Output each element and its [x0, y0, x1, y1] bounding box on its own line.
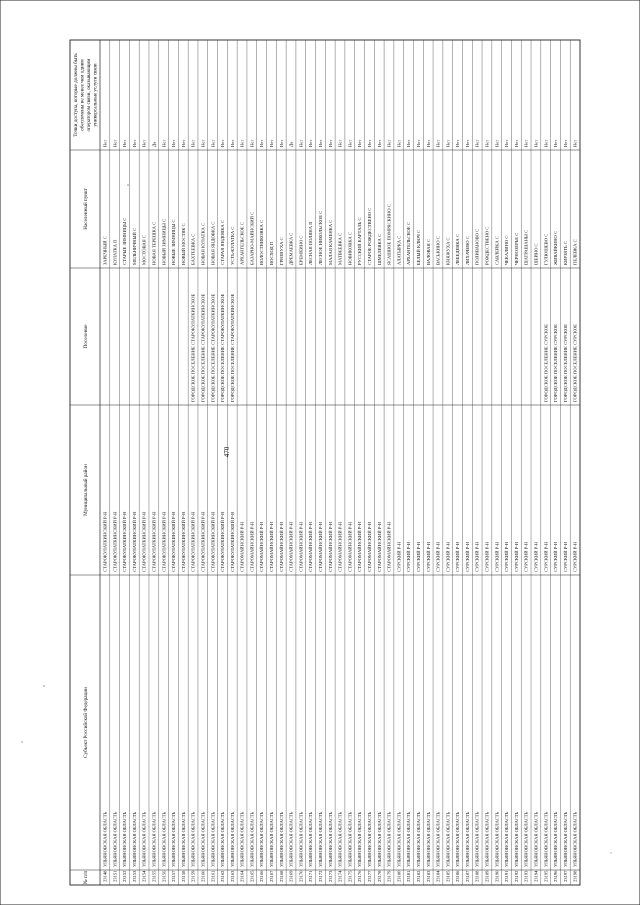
cell-district: СУРСКИЙ Р-Н: [474, 541, 480, 572]
cell-num: 23194: [533, 870, 539, 882]
cell-access: Нет: [553, 139, 559, 147]
cell-locality: ПОЛИВАНОВО С: [474, 228, 480, 265]
cell-locality: БАЗАРНО-МАЙНСКИЙ С: [249, 211, 255, 265]
cell-district: СТАРОМАЙНСКИЙ Р-Н: [259, 521, 265, 572]
cell-locality: МЕЛЬНИЧНЫЙ С: [131, 227, 137, 265]
cell-district: СТАРОКУЛАТКИНСКИЙ Р-Н: [141, 511, 147, 572]
cell-subject: УЛЬЯНОВСКАЯ ОБЛАСТЬ: [504, 811, 510, 867]
cell-subject: УЛЬЯНОВСКАЯ ОБЛАСТЬ: [464, 811, 470, 867]
cell-access: Нет: [406, 139, 412, 147]
cell-access: Нет: [357, 139, 363, 147]
cell-subject: УЛЬЯНОВСКАЯ ОБЛАСТЬ: [318, 811, 324, 867]
cell-locality: ГУЛЮШЕВО С: [543, 233, 549, 265]
cell-access: Нет: [366, 139, 372, 147]
cell-subject: УЛЬЯНОВСКАЯ ОБЛАСТЬ: [131, 811, 137, 867]
cell-subject: УЛЬЯНОВСКАЯ ОБЛАСТЬ: [415, 811, 421, 867]
cell-num: 23178: [376, 870, 382, 882]
cell-subject: УЛЬЯНОВСКАЯ ОБЛАСТЬ: [533, 811, 539, 867]
cell-district: СТАРОМАЙНСКИЙ Р-Н: [308, 521, 314, 572]
cell-num: 23191: [504, 870, 510, 882]
cell-access: Нет: [445, 139, 451, 147]
cell-subject: УЛЬЯНОВСКАЯ ОБЛАСТЬ: [523, 811, 529, 867]
cell-num: 23177: [366, 870, 372, 882]
cell-num: 23148: [102, 870, 108, 882]
cell-access: Нет: [455, 139, 461, 147]
header-access-line: оператором связи, оказывающим: [86, 58, 92, 132]
cell-locality: АЛАТЫРКА С: [396, 235, 402, 265]
cell-access: Нет: [102, 139, 108, 147]
cell-access: Нет: [435, 139, 441, 147]
cell-settlement: ГОРОДСКОЕ ПОСЕЛЕНИЕ СУРСКОЕ: [562, 324, 568, 402]
cell-access: Нет: [337, 139, 343, 147]
cell-district: СУРСКИЙ Р-Н: [543, 541, 549, 572]
cell-district: СУРСКИЙ Р-Н: [484, 541, 490, 572]
cell-num: 23181: [406, 870, 412, 882]
cell-access: Нет: [210, 139, 216, 147]
cell-subject: УЛЬЯНОВСКАЯ ОБЛАСТЬ: [112, 811, 118, 867]
cell-subject: УЛЬЯНОВСКАЯ ОБЛАСТЬ: [572, 811, 578, 867]
cell-access: Нет: [161, 139, 167, 147]
cell-settlement: ГОРОДСКОЕ ПОСЕЛЕНИЕ СУРСКОЕ: [543, 324, 549, 402]
cell-num: 23164: [239, 870, 245, 882]
cell-num: 23167: [269, 870, 275, 882]
cell-subject: УЛЬЯНОВСКАЯ ОБЛАСТЬ: [190, 811, 196, 867]
cell-num: 23183: [425, 870, 431, 882]
cell-access: Нет: [396, 139, 402, 147]
cell-district: СУРСКИЙ Р-Н: [425, 541, 431, 572]
cell-locality: УСТЬ-КУЛАТКА С: [229, 226, 235, 265]
cell-subject: УЛЬЯНОВСКАЯ ОБЛАСТЬ: [513, 811, 519, 867]
cell-locality: НОВЫЕ ЗИМНИЦЫ С: [171, 219, 177, 265]
cell-num: 23156: [161, 870, 167, 882]
cell-access: Нет: [269, 139, 275, 147]
cell-locality: РУССКИЙ КАРТАЛЬ С: [357, 217, 363, 265]
cell-num: 23159: [190, 870, 196, 882]
cell-num: 23161: [210, 870, 216, 882]
cell-subject: УЛЬЯНОВСКАЯ ОБЛАСТЬ: [484, 811, 490, 867]
cell-locality: КНЯЖУХА С: [445, 237, 451, 265]
cell-access: Нет: [523, 139, 529, 147]
cell-district: СУРСКИЙ Р-Н: [435, 541, 441, 572]
cell-num: 23197: [562, 870, 568, 882]
cell-locality: СТАРАЯ ЯНДОВКА С: [220, 220, 226, 265]
cell-subject: УЛЬЯНОВСКАЯ ОБЛАСТЬ: [445, 811, 451, 867]
cell-locality: СТАРОЕ РОЖДЕСТВЕНО С: [366, 207, 372, 265]
cell-locality: МАЛАЯ КАМЕНКА С: [327, 219, 333, 265]
cell-district: СТАРОКУЛАТКИНСКИЙ Р-Н: [171, 511, 177, 572]
cell-locality: МАТВЕЕВКА С: [337, 232, 343, 265]
cell-district: СТАРОКУЛАТКИНСКИЙ Р-Н: [161, 511, 167, 572]
cell-subject: УЛЬЯНОВСКАЯ ОБЛАСТЬ: [376, 811, 382, 867]
cell-access: Нет: [180, 139, 186, 147]
cell-locality: ЛЕБЕДЕВКА С: [455, 234, 461, 265]
cell-locality: НОВИКОВКА С: [347, 232, 353, 265]
cell-district: СТАРОМАЙНСКИЙ Р-Н: [366, 521, 372, 572]
cell-locality: НОВАЯ КУЛАТКА С: [200, 222, 206, 265]
cell-district: СТАРОМАЙНСКИЙ Р-Н: [249, 521, 255, 572]
cell-locality: ВАЛОВАЯ С: [425, 239, 431, 265]
cell-num: 23173: [327, 870, 333, 882]
cell-access: Нет: [327, 139, 333, 147]
cell-locality: БЕЛЫЙ КЛЮЧ С: [415, 230, 421, 265]
cell-access: Нет: [386, 139, 392, 147]
cell-locality: ЯСАШНОЕ ПОМРЯСКИНО С: [386, 204, 392, 265]
cell-locality: ЧЕРНОЗЕРЬЕ С: [513, 232, 519, 265]
cell-locality: ЛЕСНАЯ ПОЛЯНА П: [308, 221, 314, 265]
cell-locality: СТАРЫЕ ЗИМНИЦЫ С: [122, 217, 128, 265]
cell-locality: ЕРЕМКИНО С: [298, 235, 304, 265]
cell-num: 23182: [415, 870, 421, 882]
cell-locality: ЛИХАЧЕВО С: [464, 236, 470, 265]
cell-subject: УЛЬЯНОВСКАЯ ОБЛАСТЬ: [553, 811, 559, 867]
cell-subject: УЛЬЯНОВСКАЯ ОБЛАСТЬ: [151, 811, 157, 867]
cell-access: Нет: [347, 139, 353, 147]
cell-access: Нет: [229, 139, 235, 147]
page-number: 470: [223, 446, 231, 458]
cell-access: Нет: [415, 139, 421, 147]
cell-num: 23187: [464, 870, 470, 882]
cell-district: СУРСКИЙ Р-Н: [533, 541, 539, 572]
cell-district: СТАРОМАЙНСКИЙ Р-Н: [298, 521, 304, 572]
cell-locality: КИРЗЯТЬ С: [562, 241, 568, 265]
cell-access: Нет: [131, 139, 137, 147]
cell-locality: НОВАЯ ТЕРЕШКА С: [151, 221, 157, 265]
cell-subject: УЛЬЯНОВСКАЯ ОБЛАСТЬ: [425, 811, 431, 867]
cell-num: 23184: [435, 870, 441, 882]
cell-access: Да: [288, 141, 294, 147]
cell-subject: УЛЬЯНОВСКАЯ ОБЛАСТЬ: [366, 811, 372, 867]
cell-subject: УЛЬЯНОВСКАЯ ОБЛАСТЬ: [259, 811, 265, 867]
cell-subject: УЛЬЯНОВСКАЯ ОБЛАСТЬ: [171, 811, 177, 867]
cell-subject: УЛЬЯНОВСКАЯ ОБЛАСТЬ: [435, 811, 441, 867]
cell-subject: УЛЬЯНОВСКАЯ ОБЛАСТЬ: [308, 811, 314, 867]
cell-district: СУРСКИЙ Р-Н: [553, 541, 559, 572]
cell-access: Да: [151, 141, 157, 147]
cell-num: 23154: [141, 870, 147, 882]
cell-subject: УЛЬЯНОВСКАЯ ОБЛАСТЬ: [474, 811, 480, 867]
cell-access: Нет: [259, 139, 265, 147]
cell-access: Нет: [376, 139, 382, 147]
cell-access: Нет: [484, 139, 490, 147]
cell-access: Нет: [171, 139, 177, 147]
cell-num: 23180: [396, 870, 402, 882]
cell-subject: УЛЬЯНОВСКАЯ ОБЛАСТЬ: [122, 811, 128, 867]
cell-num: 23158: [180, 870, 186, 882]
cell-locality: ВОСХОД П: [269, 241, 275, 265]
cell-num: 23170: [298, 870, 304, 882]
cell-subject: УЛЬЯНОВСКАЯ ОБЛАСТЬ: [102, 811, 108, 867]
cell-settlement: ГОРОДСКОЕ ПОСЕЛЕНИЕ СУРСКОЕ: [572, 324, 578, 402]
cell-district: СТАРОМАЙНСКИЙ Р-Н: [347, 521, 353, 572]
cell-num: 23190: [494, 870, 500, 882]
cell-subject: УЛЬЯНОВСКАЯ ОБЛАСТЬ: [229, 811, 235, 867]
cell-num: 23171: [308, 870, 314, 882]
cell-locality: ШАТРАШАНЫ С: [523, 229, 529, 265]
cell-district: СТАРОМАЙНСКИЙ Р-Н: [337, 521, 343, 572]
cell-access: Нет: [278, 139, 284, 147]
cell-district: СТАРОКУЛАТКИНСКИЙ Р-Н: [151, 511, 157, 572]
cell-district: СУРСКИЙ Р-Н: [562, 541, 568, 572]
cell-locality: ЛЕСНОЕ НИКОЛЬСКОЕ С: [318, 210, 324, 265]
cell-access: Нет: [474, 139, 480, 147]
cell-district: СТАРОМАЙНСКИЙ Р-Н: [318, 521, 324, 572]
cell-num: 23189: [484, 870, 490, 882]
cell-access: Нет: [122, 139, 128, 147]
cell-settlement: ГОРОДСКОЕ ПОСЕЛЕНИЕ СТАРОКУЛАТКИНСКОЕ: [190, 293, 196, 402]
cell-num: 23166: [259, 870, 265, 882]
cell-subject: УЛЬЯНОВСКАЯ ОБЛАСТЬ: [249, 811, 255, 867]
cell-subject: УЛЬЯНОВСКАЯ ОБЛАСТЬ: [357, 811, 363, 867]
cell-district: СТАРОМАЙНСКИЙ Р-Н: [269, 521, 275, 572]
cell-subject: УЛЬЯНОВСКАЯ ОБЛАСТЬ: [396, 811, 402, 867]
cell-subject: УЛЬЯНОВСКАЯ ОБЛАСТЬ: [141, 811, 147, 867]
cell-district: СТАРОКУЛАТКИНСКИЙ Р-Н: [112, 511, 118, 572]
cell-subject: УЛЬЯНОВСКАЯ ОБЛАСТЬ: [562, 811, 568, 867]
header-access-line: Точки доступа, которые должны быть: [73, 53, 79, 137]
cell-num: 23175: [347, 870, 353, 882]
cell-access: Нет: [220, 139, 226, 147]
cell-district: СТАРОКУЛАТКИНСКИЙ Р-Н: [180, 511, 186, 572]
cell-access: Нет: [141, 139, 147, 147]
cell-district: СТАРОМАЙНСКИЙ Р-Н: [288, 521, 294, 572]
cell-locality: РОЖДЕСТВЕНО С: [484, 226, 490, 265]
cell-num: 23186: [455, 870, 461, 882]
cell-district: СТАРОМАЙНСКИЙ Р-Н: [278, 521, 284, 572]
cell-settlement: ГОРОДСКОЕ ПОСЕЛЕНИЕ СТАРОКУЛАТКИНСКОЕ: [210, 293, 216, 402]
cell-access: Нет: [562, 139, 568, 147]
cell-num: 23169: [288, 870, 294, 882]
cell-access: Нет: [533, 139, 539, 147]
cell-district: СТАРОМАЙНСКИЙ Р-Н: [239, 521, 245, 572]
cell-num: 23185: [445, 870, 451, 882]
cell-access: Нет: [112, 139, 118, 147]
cell-num: 23192: [513, 870, 519, 882]
cell-subject: УЛЬЯНОВСКАЯ ОБЛАСТЬ: [455, 811, 461, 867]
cell-num: 23195: [543, 870, 549, 882]
cell-subject: УЛЬЯНОВСКАЯ ОБЛАСТЬ: [180, 811, 186, 867]
cell-access: Нет: [543, 139, 549, 147]
cell-subject: УЛЬЯНОВСКАЯ ОБЛАСТЬ: [494, 811, 500, 867]
cell-num: 23188: [474, 870, 480, 882]
cell-subject: УЛЬЯНОВСКАЯ ОБЛАСТЬ: [200, 811, 206, 867]
cell-settlement: ГОРОДСКОЕ ПОСЕЛЕНИЕ СТАРОКУЛАТКИНСКОЕ: [200, 293, 206, 402]
scan-speck: [127, 184, 129, 186]
scan-speck: [43, 685, 45, 687]
cell-locality: ВАСЬКИНО С: [435, 236, 441, 265]
cell-num: 23153: [131, 870, 137, 882]
cell-locality: ПЕЛЕВКА С: [572, 239, 578, 265]
cell-locality: ДРЕМАЕВКА С: [288, 232, 294, 265]
cell-num: 23172: [318, 870, 324, 882]
cell-district: СТАРОМАЙНСКИЙ Р-Н: [376, 521, 382, 572]
cell-num: 23174: [337, 870, 343, 882]
header-settlement: Поселение: [83, 324, 89, 349]
cell-locality: КУЛАТКА П: [112, 239, 118, 265]
cell-access: Нет: [200, 139, 206, 147]
cell-num: 23152: [122, 870, 128, 882]
cell-district: СТАРОКУЛАТКИНСКИЙ Р-Н: [229, 511, 235, 572]
cell-num: 23179: [386, 870, 392, 882]
cell-num: 23198: [572, 870, 578, 882]
cell-num: 23155: [151, 870, 157, 882]
cell-subject: УЛЬЯНОВСКАЯ ОБЛАСТЬ: [327, 811, 333, 867]
cell-settlement: ГОРОДСКОЕ ПОСЕЛЕНИЕ СТАРОКУЛАТКИНСКОЕ: [220, 293, 226, 402]
cell-locality: ШМЕЛЕВКА С: [376, 233, 382, 265]
cell-district: СУРСКИЙ Р-Н: [504, 541, 510, 572]
cell-district: СУРСКИЙ Р-Н: [513, 541, 519, 572]
cell-num: 23157: [171, 870, 177, 882]
cell-district: СУРСКИЙ Р-Н: [572, 541, 578, 572]
cell-district: СУРСКИЙ Р-Н: [396, 541, 402, 572]
cell-locality: ЗАРЕЧНЫЙ С: [102, 236, 108, 265]
cell-subject: УЛЬЯНОВСКАЯ ОБЛАСТЬ: [298, 811, 304, 867]
cell-locality: ЖИВАЙКИНО С: [553, 230, 559, 265]
cell-subject: УЛЬЯНОВСКАЯ ОБЛАСТЬ: [220, 811, 226, 867]
cell-district: СТАРОМАЙНСКИЙ Р-Н: [386, 521, 392, 572]
cell-num: 23165: [249, 870, 255, 882]
cell-locality: АРХАНГЕЛЬСКОЕ С: [406, 222, 412, 265]
header-locality: Населенный пункт: [83, 188, 89, 230]
cell-subject: УЛЬЯНОВСКАЯ ОБЛАСТЬ: [278, 811, 284, 867]
cell-access: Нет: [494, 139, 500, 147]
cell-settlement: ГОРОДСКОЕ ПОСЕЛЕНИЕ СТАРОКУЛАТКИНСКОЕ: [229, 293, 235, 402]
cell-settlement: ГОРОДСКОЕ ПОСЕЛЕНИЕ СУРСКОЕ: [553, 324, 559, 402]
cell-subject: УЛЬЯНОВСКАЯ ОБЛАСТЬ: [239, 811, 245, 867]
cell-locality: НОВЫЙ ЗИМНИЦЫ С: [161, 218, 167, 265]
cell-num: 23168: [278, 870, 284, 882]
cell-district: СУРСКИЙ Р-Н: [415, 541, 421, 572]
cell-locality: ВОЛОСТНИКОВКА С: [259, 219, 265, 265]
cell-subject: УЛЬЯНОВСКАЯ ОБЛАСТЬ: [161, 811, 167, 867]
cell-access: Нет: [425, 139, 431, 147]
cell-access: Нет: [249, 139, 255, 147]
cell-locality: ШЕЙНО С: [533, 243, 539, 265]
cell-district: СУРСКИЙ Р-Н: [464, 541, 470, 572]
cell-locality: АРХАНГЕЛЬСКОЕ С: [239, 222, 245, 265]
cell-subject: УЛЬЯНОВСКАЯ ОБЛАСТЬ: [347, 811, 353, 867]
cell-subject: УЛЬЯНОВСКАЯ ОБЛАСТЬ: [543, 811, 549, 867]
cell-locality: БАХТЕЕВКА С: [190, 233, 196, 265]
cell-subject: УЛЬЯНОВСКАЯ ОБЛАСТЬ: [269, 811, 275, 867]
cell-access: Нет: [308, 139, 314, 147]
cell-subject: УЛЬЯНОВСКАЯ ОБЛАСТЬ: [386, 811, 392, 867]
cell-num: 23163: [229, 870, 235, 882]
cell-num: 23160: [200, 870, 206, 882]
cell-locality: МОСТОВАЯ С: [141, 235, 147, 265]
header-district: Муниципальный район: [83, 464, 89, 516]
cell-num: 23162: [220, 870, 226, 882]
cell-district: СТАРОКУЛАТКИНСКИЙ Р-Н: [220, 511, 226, 572]
cell-district: СТАРОКУЛАТКИНСКИЙ Р-Н: [200, 511, 206, 572]
cell-num: 23176: [357, 870, 363, 882]
cell-access: Нет: [464, 139, 470, 147]
cell-district: СТАРОКУЛАТКИНСКИЙ Р-Н: [190, 511, 196, 572]
cell-access: Нет: [504, 139, 510, 147]
cell-district: СТАРОКУЛАТКИНСКИЙ Р-Н: [131, 511, 137, 572]
scan-speck: [21, 741, 22, 742]
cell-district: СТАРОКУЛАТКИНСКИЙ Р-Н: [122, 511, 128, 572]
cell-district: СТАРОМАЙНСКИЙ Р-Н: [327, 521, 333, 572]
header-num: № п/п: [83, 870, 89, 885]
cell-locality: НОВАЯ ЯНДОВКА С: [210, 221, 216, 265]
cell-locality: НОВЫЙ МОСТЯК С: [180, 223, 186, 265]
cell-num: 23193: [523, 870, 529, 882]
cell-access: Нет: [572, 139, 578, 147]
cell-district: СУРСКИЙ Р-Н: [455, 541, 461, 572]
cell-district: СУРСКИЙ Р-Н: [406, 541, 412, 572]
cell-subject: УЛЬЯНОВСКАЯ ОБЛАСТЬ: [406, 811, 412, 867]
header-access-line: универсальные услуги связи: [92, 63, 99, 127]
cell-district: СУРСКИЙ Р-Н: [445, 541, 451, 572]
cell-district: СТАРОМАЙНСКИЙ Р-Н: [357, 521, 363, 572]
cell-access: Нет: [318, 139, 324, 147]
cell-locality: ГРЯЗНУХА С: [278, 237, 284, 265]
cell-num: 23151: [112, 870, 118, 882]
cell-subject: УЛЬЯНОВСКАЯ ОБЛАСТЬ: [210, 811, 216, 867]
cell-access: Нет: [239, 139, 245, 147]
cell-subject: УЛЬЯНОВСКАЯ ОБЛАСТЬ: [337, 811, 343, 867]
cell-district: СТАРОКУЛАТКИНСКИЙ Р-Н: [102, 511, 108, 572]
cell-district: СУРСКИЙ Р-Н: [494, 541, 500, 572]
cell-locality: САВЛЕЙКА С: [494, 236, 500, 265]
cell-access: Нет: [190, 139, 196, 147]
scan-speck: [610, 852, 611, 853]
cell-district: СТАРОКУЛАТКИНСКИЙ Р-Н: [210, 511, 216, 572]
cell-district: СУРСКИЙ Р-Н: [523, 541, 529, 572]
header-access-line: обеспечены не менее чем одним: [79, 59, 86, 131]
header-subject: Субъект Российской Федерации: [83, 687, 89, 758]
cell-access: Нет: [298, 139, 304, 147]
cell-access: Нет: [513, 139, 519, 147]
cell-subject: УЛЬЯНОВСКАЯ ОБЛАСТЬ: [288, 811, 294, 867]
cell-locality: ЧЕКАЛИНО С: [504, 235, 510, 265]
cell-num: 23196: [553, 870, 559, 882]
